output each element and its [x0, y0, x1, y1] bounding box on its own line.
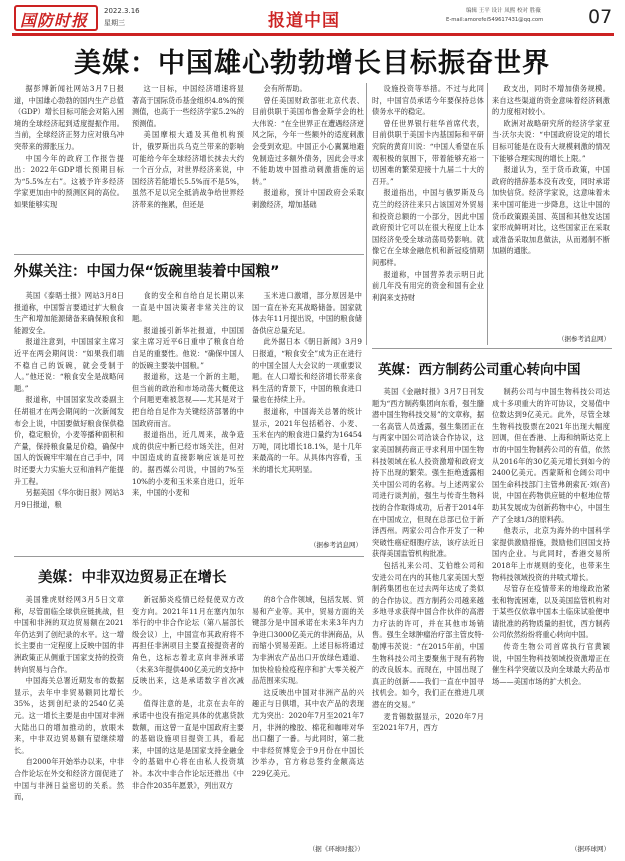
- food-article-source: （据参考消息网）: [310, 541, 362, 549]
- column-divider: [487, 83, 488, 345]
- section-divider: [14, 556, 364, 557]
- main-article-col4: 设施投资等举措。不过与此同时，中国官员承诺今年要保持总体债务水平的稳定。 曾任世界银行驻华首席代表，目前供职于美国卡内基国际和平研究院的黄育川说：“中国人希望在乐观积极的氛围下，带着能够充裕一切困难的繁荣迎接十九届二十大的召开。” 报道指出，中国与俄罗斯及乌克兰的经济往来只占该国对外贸易和投资总额的一小部分，因此中国政府预计它可以在很大程度上让本国经济免受全球动荡局势影响。就像它在全球金融危机和新冠疫情期间那样。 报道称，中国营养表示明日此前几年没有用完的资金和国有企业利润来支持财: [372, 84, 484, 302]
- food-headline: 外媒关注：中国力保“饭碗里装着中国粮”: [14, 264, 280, 280]
- section-title: 报道中国: [268, 11, 340, 31]
- editor-credits: 编辑 王平 设计 凤熙 校对 胜薇: [466, 8, 541, 14]
- main-article-col5: 政支出，同时不增加债务规模。来自这些渠道的资金意味着经济刺激的力度相对较小。 欧洲对战略研究所的经济学家亚当·沃尔夫说：“中国政府设定的增长目标可能是在设有大规模刺激的情况下能够合理实现的增长上限。” 报道认为，至于货币政策，中国政府的措辞基本没有改变，同时承诺加快信贷。经济学家说，这意味着未来中国可能进一步降息，这让中国的货币政策跟美国、英国和其他发达国家形成鲜明对比，这些国家正在采取或准备采取加息做法，从而遏制不断加剧的通胀。: [492, 84, 610, 256]
- logo-text: 国防时报: [20, 11, 89, 30]
- trade-article-col1: 美国雅虎财经网3月5日文章称，尽管面临全球供应链挑战，但中国和非洲的双边贸易额在2021年仍达到了创纪录的水平。这一增长主要由一定程度上反映中国的非洲政策正从侧重于国家支持的投资转向贸易与合作。 中国海关总署近期发布的数据显示，去年中非贸易额同比增长35%，达到创纪录的2540亿美元。这一增长主要是由中国对非洲大陆出口的增加推动的，放眼未来，中非双边贸易额有望继续增长。 自2000年开始举办以来，中非合作论坛在外交和经济方面促进了中国与非洲日益密切的关系。然而，: [14, 595, 124, 802]
- page-number: 07: [588, 6, 613, 28]
- pharma-article-col1: 英国《金融时报》3月7日刊发题为“西方制药集团向东看，强生髓潜中国生物科技交易”的文章称，据一名高管人员透露，强生集团正在与两家中国公司洽谈合作协议，这家美国制药商正寻求利用中国生物科技领域在私人投资激增和政府支持下出现的繁荣。强生拒绝透露相关中国公司的名称。与上述两家公司进行谈判前，强生与传奇生物科技的合作取得成功，后者于2014年在中国成立，但现在总部已位于新泽西州。两家公司合作开发了一种突破性癌症细胞疗法，该疗法近日获得美国监管机构批准。 包括礼来公司、艾伯维公司和安进公司在内的其他几家美国大型制药集团也在过去两年达成了类似的合作协议。西方制药公司越来越多地寻求获得中国合作伙伴的高潜力疗法的许可，并在其他市场销售。强生全球肿瘤治疗部主管皮特·勒博韦茨说：“在2015年前，中国生物科技公司主要聚焦于现有药物的改良版本。而现在，中国出现了真正的创新——我们一直在中国寻找机会。如今，我们正在推进几项潜在的交易。” 麦肯锡数据显示，2020年7月至2021年7月，西方: [372, 387, 484, 733]
- trade-headline: 美媒：中非双边贸易正在增长: [38, 570, 227, 586]
- section-divider: [372, 348, 612, 349]
- main-article-col1: 据彭博新闻社网站3月7日报道，中国雄心勃勃的国内生产总值（GDP）增长目标可能会对陷入困境的全球经济起到适度提振作用。当前，全球经济正努力应对俄乌冲突带来的滞胀压力。 中国今年的政府工作报告提出：2022年GDP增长预期目标为“5.5%左右”。这被予许多经济学家更加由中的预测区间的高位。如果能够实现: [14, 84, 124, 209]
- trade-article-source: （据《环球时报》）: [308, 845, 364, 853]
- main-article-col3: 会有所帮助。 曾任美国财政部驻北京代表、目前供职于美国布鲁金斯学会的杜大伟说：“在全世界正在遭遇经济逆风之际，今年一些额外的适度刺激会受到欢迎。中国正小心翼翼地避免制造过多额外债务，因此会寻求不能助坡中国推动刺激措施的运转。” 报道称，预计中国政府会采取刺激经济，增加基础: [252, 84, 364, 209]
- main-headline: 美媒：中国雄心勃勃增长目标振奋世界: [74, 48, 550, 79]
- editor-email: E-mail:amorefei549617431@qq.com: [446, 17, 544, 23]
- trade-article-col3: 的8个合作领域，包括发展、贸易和产业等。其中，贸易方面的关键部分是中国承诺在未来3年内力争进口3000亿美元的非洲商品，从而缩小贸易差距。上述目标将通过为非洲农产品出口开放绿色通道、加快检验检疫程序和扩大零关税产品范围来实现。 这反映出中国对非洲产品的兴趣正与日俱增，其中农产品的表现尤为突出：2020年7月至2021年7月，非洲的橡胶、棉花和咖啡对华出口翻了一番。与此同时，第二批中非经贸博览会于9月份在中国长沙举办，官方称总签约金额高达229亿美元。: [252, 595, 364, 778]
- issue-weekday: 星期三: [104, 19, 125, 27]
- pharma-headline: 英媒：西方制药公司重心转向中国: [378, 362, 581, 378]
- masthead-divider: [12, 33, 614, 36]
- food-article-col3: 玉米进口激增，部分原因是中国一直在补充其战略储备。国家就体去年11月提出说，中国的粮食储备供应总量充足。 此外据日本《朝日新闻》3月9日报道，“粮食安全”成为正在进行的中国全国人大会议的一项重要议题。在人口增长和经济增长带来食料生活的背景下，中国的粮食进口量也在持续上升。 报道称，中国海关总署的统计显示，2021年包括稻谷、小麦、玉米在内的粮食进口量约为16454万吨，同比增长18.1%，是十几年来最高的一年。从具体内容看，玉米的增长尤其明显。: [252, 291, 362, 474]
- trade-article-col2: 新冠肺炎疫情已经促使双方改变方向。2021年11月在塞内加尔举行的中非合作论坛（第八届部长级会议）上，中国宣布其政府将不再担任非洲项目主要直接提资者的角色，这标志着北京向非洲承诺（未来3年提供400亿美元的支持中反映出来，这是承诺数字首次减少。 值得注意的是，北京在去年的承诺中也没有指定具体的优惠贷款数额，而这曾一直是中国政府主要的基础设施项目提资工具，看起来，中国的这是是国家支持金融金令的基础中心将在由私人投资填补。本次中非合作论坛还推出《中非合作2035年愿景》，列出双方: [132, 595, 244, 790]
- main-article-col2: 这一目标，中国经济增速将显著高于国际货币基金组织4.8%的预测值，也高于一些经济学家5.2%的预测值。 美国摩根大通及其他机构预计，俄罗斯出兵乌克兰带来的影响可能给今年全球经济增长抹去大约一个百分点，对世界经济来说，中国经济若能增长5.5%而不是5%，虽然不足以完全抵消战争给世界经济带来的拖累，但还是: [132, 84, 244, 209]
- pharma-article-col2: 制药公司与中国生物科技公司达成十多项重大的许可协议，交易值中位数达到9亿美元。此外，尽管全球生物科技股票在2021年出现大幅度回调，但在香港、上海和纳斯达克上市的中国生物制药公司的有值，依然从2016年的30亿美元增长到如今的2400亿美元。西蒙斯和仓阔公司中国生命科技部门主管弗朗索瓦·刘(音)说，中国在药物供应链的中枢地位帮助其发展成为创新药物中心，中国生产了全球1/3的原料药。 他表示，北京为海外的中国科学家提供激励措施，鼓励他们回国支持国内企业。与此同时，香港交易所2018年上市规则的变化，也带来生物科技领域投资的井喷式增长。 尽管存在疫情带来的地缘政治紧张和物流困难，以及美国监管机构对于某些仅依靠中国本土临床试验便申请批准的药物质量的担忧，西方制药公司依然纷纷将重心转向中国。 传奇生物公司首席执行官黄颖说，中国生物科技领域投资激增正在催生科学突破以及向全球最大药品市场——美国市场的扩大机会。: [492, 387, 610, 686]
- section-divider: [14, 254, 364, 255]
- food-article-col1: 英国《泰晤士报》网站3月8日报道称，中国誓言要通过扩大粮食生产和增加能源储备来确保粮食和能源安全。 报道注意到，中国国家主席习近平在两会期间说：“如果我们端不稳自己的饭碗，就会受制于人。”他还说：“粮食安全是战略问题。” 报道称，中国国家发改委副主任胡祖才在两会期间的一次新闻发布会上说，中国要做好粮食保供稳价，稳定粮价，小麦等播种面积和产量，保持粮食量足价稳，确保中国人的饭碗牢牢端在自己手中，同时还要大力实施大豆和油料产能提升工程。 另据美国《华尔街日报》网站3月9日报道，粮: [14, 291, 124, 509]
- main-article-source: （据参考消息网）: [558, 335, 610, 343]
- column-divider: [366, 83, 367, 345]
- pharma-article-source: （据环球网）: [571, 845, 610, 853]
- food-article-col2: 食的安全和自给自足长期以来一直是中国决策者非常关注的议题。 报道援引新华社报道，中国国家主席习近平6日重申了粮食自给自足的重要性。他说：“确保中国人的饭碗主要装中国粮。” 报道称，这是一个新的主题，但当前的政治和市场动荡大概使这个问题更难被忽视——尤其是对于把自给自足作为关键经济部署的中国政府而言。 报道指出，近几周来，战争造成的供应中断已经市场关注，但对中国造成的直接影响应该是可控的。据西媒公司说，中国的7%至10%的小麦和玉米来自进口，近年来，中国的小麦和: [132, 291, 244, 498]
- masthead: [0, 0, 625, 38]
- issue-date: 2022.3.16: [104, 7, 140, 15]
